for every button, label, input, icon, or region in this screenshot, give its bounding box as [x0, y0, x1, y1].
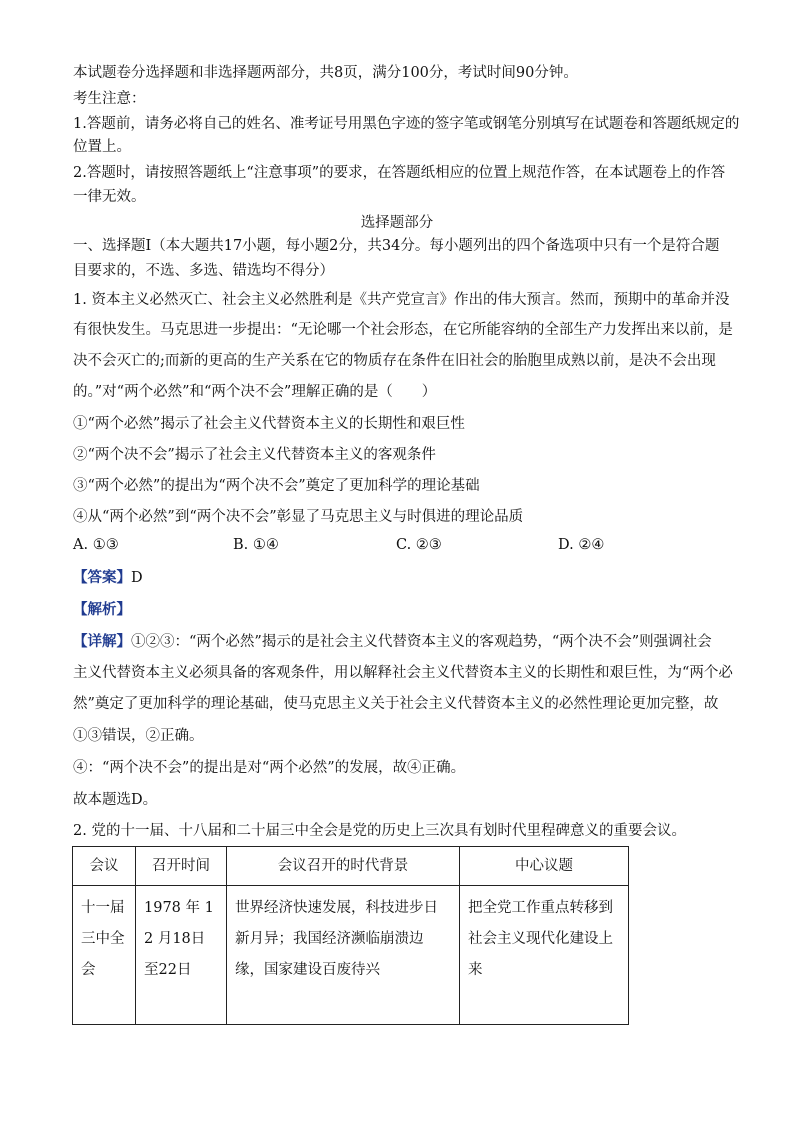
attention-title: 考生注意： [73, 91, 146, 107]
note-2-line-a: 2.答题时，请按照答题纸上“注意事项”的要求，在答题纸相应的位置上规范作答，在本试题卷上的作答 [73, 165, 726, 181]
q1-stem-line: 决不会灭亡的;而新的更高的生产关系在它的物质存在条件在旧社会的胎胞里成熟以前，是决不会出现 [73, 353, 716, 369]
q1-stem-line: 的。”对“两个必然”和“两个决不会”理解正确的是（ ） [73, 384, 437, 400]
q1-detail-line: 主义代替资本主义必须具备的客观条件，用以解释社会主义代替资本主义的长期性和艰巨性，为“两个必 [73, 665, 733, 681]
q1-statement: ③“两个必然”的提出为“两个决不会”奠定了更加科学的理论基础 [73, 478, 480, 494]
answer-label: 【答案】 [73, 570, 131, 586]
q1-analysis-label: 【解析】 [73, 602, 131, 618]
part-heading-line-a: 一、选择题Ⅰ（本大题共17小题，每小题2分，共34分。每小题列出的四个备选项中只有一个是符合题 [73, 238, 720, 254]
q1-answer [73, 568, 143, 588]
q1-statement: ①“两个必然”揭示了社会主义代替资本主义的长期性和艰巨性 [73, 416, 465, 432]
header-cell-meeting: 会议 [73, 847, 136, 886]
header-cell-topic: 中心议题 [460, 847, 629, 886]
q1-option-d: D. ②④ [558, 537, 605, 553]
part-heading-line-b: 目要求的，不选、多选、错选均不得分） [73, 263, 334, 279]
q1-detail-line: ④：“两个决不会”的提出是对“两个必然”的发展，故④正确。 [73, 760, 466, 776]
section-title: 选择题部分 [360, 215, 434, 231]
answer-value: D [131, 570, 143, 586]
cell-background: 世界经济快速发展，科技进步日新月异；我国经济濒临崩溃边缘，国家建设百废待兴 [227, 886, 460, 1025]
header-cell-time: 召开时间 [136, 847, 227, 886]
q1-stem-line: 有很快发生。马克思进一步提出：“无论哪一个社会形态，在它所能容纳的全部生产力发挥出来以前，是 [73, 322, 733, 338]
q1-statement: ④从“两个必然”到“两个决不会”彰显了马克思主义与时俱进的理论品质 [73, 509, 524, 525]
meetings-table [72, 846, 629, 1025]
intro-line: 本试题卷分选择题和非选择题两部分，共8页，满分100分，考试时间90分钟。 [73, 65, 578, 81]
q1-detail-line: 故本题选D。 [73, 792, 158, 808]
note-2-line-b: 一律无效。 [73, 189, 146, 205]
note-1-line-b: 位置上。 [73, 139, 131, 155]
cell-time: 1978 年 12 月18日至22日 [136, 886, 227, 1025]
q1-detail-line [73, 632, 712, 652]
q1-stem-line: 1. 资本主义必然灭亡、社会主义必然胜利是《共产党宣言》作出的伟大预言。然而，预期中的革命并没 [73, 292, 730, 308]
cell-topic: 把全党工作重点转移到社会主义现代化建设上来 [460, 886, 629, 1025]
q1-detail-line: ①③错误，②正确。 [73, 728, 204, 744]
header-cell-background: 会议召开的时代背景 [227, 847, 460, 886]
q1-option-a: A. ①③ [73, 537, 119, 553]
detail-text: ①②③：“两个必然”揭示的是社会主义代替资本主义的客观趋势，“两个决不会”则强调社会 [131, 634, 712, 650]
cell-meeting: 十一届三中全会 [73, 886, 136, 1025]
q1-detail-line: 然”奠定了更加科学的理论基础，使马克思主义关于社会主义代替资本主义的必然性理论更加完整，故 [73, 696, 719, 712]
q2-stem: 2. 党的十一届、十八届和二十届三中全会是党的历史上三次具有划时代里程碑意义的重要会议。 [73, 823, 686, 839]
table-row [73, 886, 629, 1025]
q1-statement: ②“两个决不会”揭示了社会主义代替资本主义的客观条件 [73, 447, 436, 463]
detail-label: 【详解】 [73, 634, 131, 650]
q1-option-b: B. ①④ [233, 537, 279, 553]
table-header-row [73, 847, 629, 886]
note-1-line-a: 1.答题前，请务必将自己的姓名、准考证号用黑色字迹的签字笔或钢笔分别填写在试题卷和答题纸规定的 [73, 116, 740, 132]
q1-option-c: C. ②③ [396, 537, 442, 553]
